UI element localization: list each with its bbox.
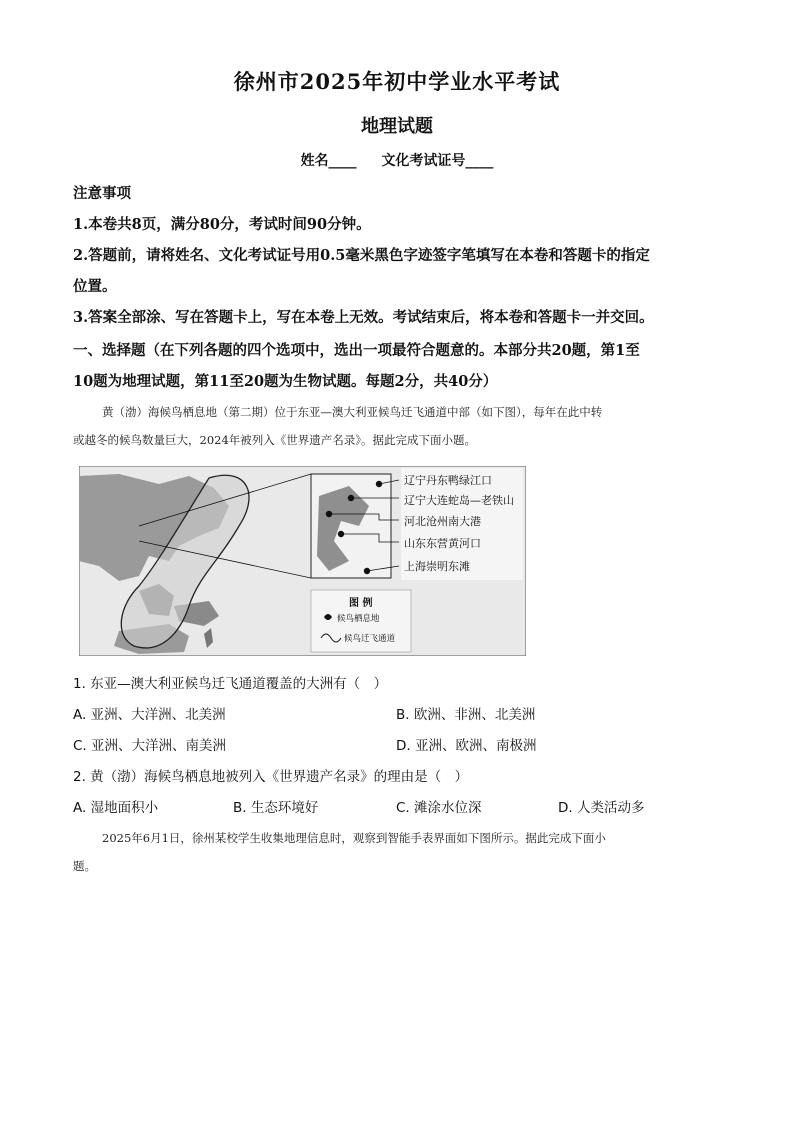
notice-heading: 注意事项	[73, 185, 131, 202]
site-label-dandong: 辽宁丹东鸭绿江口	[404, 474, 492, 487]
exam-number-field-label: 文化考试证号____	[381, 153, 494, 169]
intro1-line1: 黄（渤）海候鸟栖息地（第二期）位于东亚—澳大利亚候鸟迁飞通道中部（如下图），每年在此中转	[102, 405, 603, 419]
candidate-info-line	[0, 150, 794, 170]
question-1-stem: 1. 东亚—澳大利亚候鸟迁飞通道覆盖的大洲有（ ）	[73, 676, 388, 692]
question-2-option-b: B. 生态环境好	[233, 800, 319, 816]
section-heading-line1: 一、选择题（在下列各题的四个选项中，选出一项最符合题意的。本部分共20题，第1至	[73, 342, 640, 359]
question-2-option-d: D. 人类活动多	[558, 800, 645, 816]
legend-site-label: 候鸟栖息地	[337, 614, 380, 624]
site-label-cangzhou: 河北沧州南大港	[404, 515, 481, 528]
notice-item-2: 2.答题前，请将姓名、文化考试证号用0.5毫米黑色字迹签字笔填写在本卷和答题卡的指定	[73, 247, 650, 264]
site-label-chongming: 上海崇明东滩	[404, 560, 470, 573]
question-1-option-a: A. 亚洲、大洋洲、北美洲	[73, 707, 226, 723]
site-label-dongying: 山东东营黄河口	[404, 537, 481, 550]
notice-item-1: 1.本卷共8页，满分80分，考试时间90分钟。	[73, 216, 371, 233]
intro2-line2: 题。	[73, 859, 96, 873]
question-2-option-c: C. 滩涂水位深	[396, 800, 482, 816]
name-field-label: 姓名____	[300, 153, 357, 169]
legend-route-label: 候鸟迁飞通道	[344, 634, 396, 644]
question-1-option-d: D. 亚洲、欧洲、南极洲	[396, 738, 537, 754]
exam-subtitle: 地理试题	[361, 116, 433, 137]
intro2-line1: 2025年6月1日，徐州某校学生收集地理信息时，观察到智能手表界面如下图所示。据此完成下面小	[102, 831, 606, 845]
site-label-dalian: 辽宁大连蛇岛—老铁山	[404, 494, 514, 507]
legend-title: 图 例	[349, 598, 373, 609]
intro1-line2: 或越冬的候鸟数量巨大，2024年被列入《世界遗产名录》。据此完成下面小题。	[73, 433, 477, 447]
question-1-option-b: B. 欧洲、非洲、北美洲	[396, 707, 536, 723]
question-2-stem: 2. 黄（渤）海候鸟栖息地被列入《世界遗产名录》的理由是（ ）	[73, 769, 469, 785]
question-1-option-c: C. 亚洲、大洋洲、南美洲	[73, 738, 227, 754]
question-2-option-a: A. 湿地面积小	[73, 800, 159, 816]
exam-title: 徐州市2025年初中学业水平考试	[233, 69, 561, 94]
migration-route-map	[79, 466, 526, 656]
notice-item-3: 3.答案全部涂、写在答题卡上，写在本卷上无效。考试结束后，将本卷和答题卡一并交回。	[73, 309, 654, 326]
section-heading-line2: 10题为地理试题，第11至20题为生物试题。每题2分，共40分）	[73, 373, 498, 390]
notice-item-2-cont: 位置。	[73, 278, 117, 295]
